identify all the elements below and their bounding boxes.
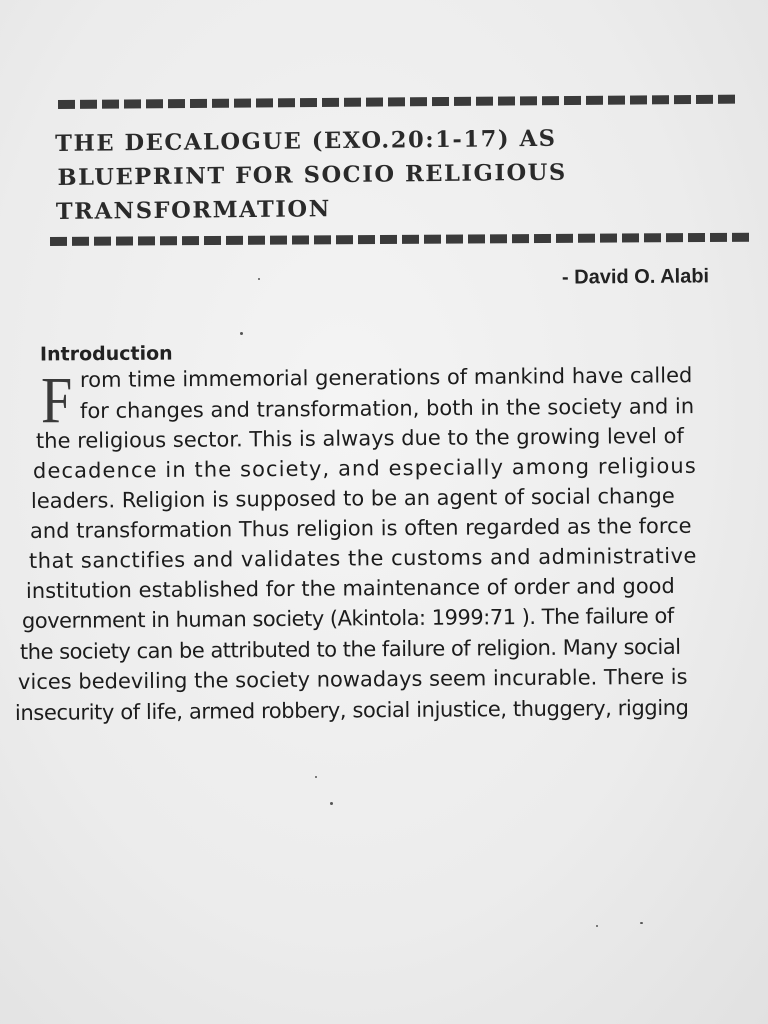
body-line-12: insecurity of life, armed robbery, social injustice, thuggery, rigging bbox=[14, 695, 689, 725]
title-line-1: THE DECALOGUE (EXO.20:1-17) AS bbox=[55, 125, 557, 157]
title-line-2: BLUEPRINT FOR SOCIO RELIGIOUS bbox=[57, 159, 567, 191]
speck bbox=[240, 332, 243, 335]
body-line-10: the society can be attributed to the failure of religion. Many social bbox=[19, 634, 681, 664]
article-title bbox=[55, 121, 676, 229]
body-line-11: vices bedeviling the society nowadays seem incurable. There is bbox=[17, 664, 688, 694]
bottom-dashed-rule bbox=[50, 233, 752, 246]
body-line-4: decadence in the society, and especially among religious bbox=[32, 453, 697, 483]
speck bbox=[596, 925, 598, 927]
drop-cap: F bbox=[41, 364, 73, 437]
speck bbox=[258, 278, 260, 280]
speck bbox=[315, 776, 317, 778]
speck bbox=[640, 922, 643, 924]
speck bbox=[330, 802, 333, 805]
body-line-7: that sanctifies and validates the customs and administrative bbox=[28, 543, 698, 573]
body-line-3: the religious sector. This is always due to the growing level of bbox=[35, 423, 684, 453]
body-line-9: government in human society (Akintola: 1999:71 ). The failure of bbox=[21, 603, 674, 633]
body-line-5: leaders. Religion is supposed to be an agent of social change bbox=[30, 483, 675, 513]
body-line-6: and transformation Thus religion is often regarded as the force bbox=[29, 513, 692, 543]
title-line-3: TRANSFORMATION bbox=[55, 196, 331, 225]
top-dashed-rule bbox=[58, 95, 738, 109]
body-line-8: institution established for the maintenance of order and good bbox=[25, 573, 675, 603]
author-byline: - David O. Alabi bbox=[561, 265, 710, 289]
section-heading: Introduction bbox=[39, 342, 173, 366]
body-line-1: rom time immemorial generations of mankind have called bbox=[79, 363, 693, 392]
body-line-2: for changes and transformation, both in the society and in bbox=[79, 394, 695, 423]
